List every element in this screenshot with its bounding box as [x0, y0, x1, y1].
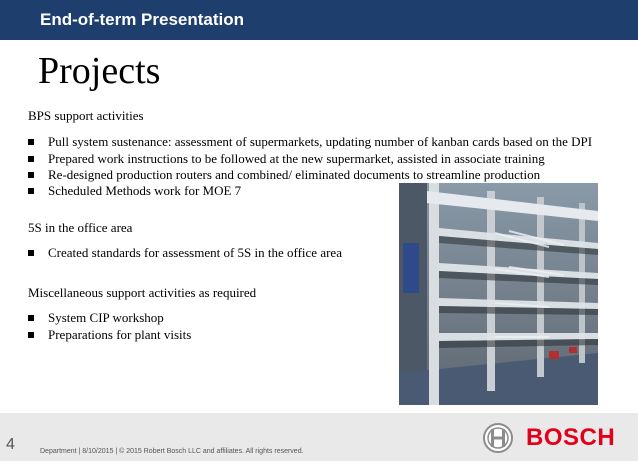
- bosch-armature-logo-icon: [483, 423, 513, 453]
- bullet-text: Preparations for plant visits: [48, 327, 192, 342]
- section-heading: 5S in the office area: [28, 220, 133, 235]
- section-heading: BPS support activities: [28, 108, 144, 123]
- bullet-square-icon: [28, 188, 34, 194]
- bullet-square-icon: [28, 332, 34, 338]
- bullet-text: Created standards for assessment of 5S in the office area: [48, 245, 342, 260]
- page-number: 4: [6, 436, 15, 453]
- rack-shelving-image: [399, 183, 598, 405]
- bullet-text: Re-designed production routers and combined/ eliminated documents to streamline production: [48, 167, 541, 182]
- page-title: Projects: [38, 50, 161, 92]
- bullet-text: Prepared work instructions to be followed at the new supermarket, assisted in associate training: [48, 151, 545, 166]
- bullet-text: Pull system sustenance: assessment of supermarkets, updating number of kanban cards based on the DPI: [48, 134, 593, 149]
- bullet-square-icon: [28, 250, 34, 256]
- rack-shelving-photo: [399, 183, 598, 405]
- bullet-text: Scheduled Methods work for MOE 7: [48, 183, 242, 198]
- header-bar: [0, 0, 638, 40]
- bullet-square-icon: [28, 156, 34, 162]
- bullet-square-icon: [28, 172, 34, 178]
- section-heading: Miscellaneous support activities as required: [28, 285, 257, 300]
- bullet-square-icon: [28, 139, 34, 145]
- bullet-text: System CIP workshop: [48, 310, 164, 325]
- footer-text: Department | 8/10/2015 | © 2015 Robert Bosch LLC and affiliates. All rights reserved.: [40, 448, 304, 455]
- bosch-brand-text: BOSCH: [526, 424, 616, 451]
- header-title: End-of-term Presentation: [40, 10, 245, 29]
- bullet-square-icon: [28, 315, 34, 321]
